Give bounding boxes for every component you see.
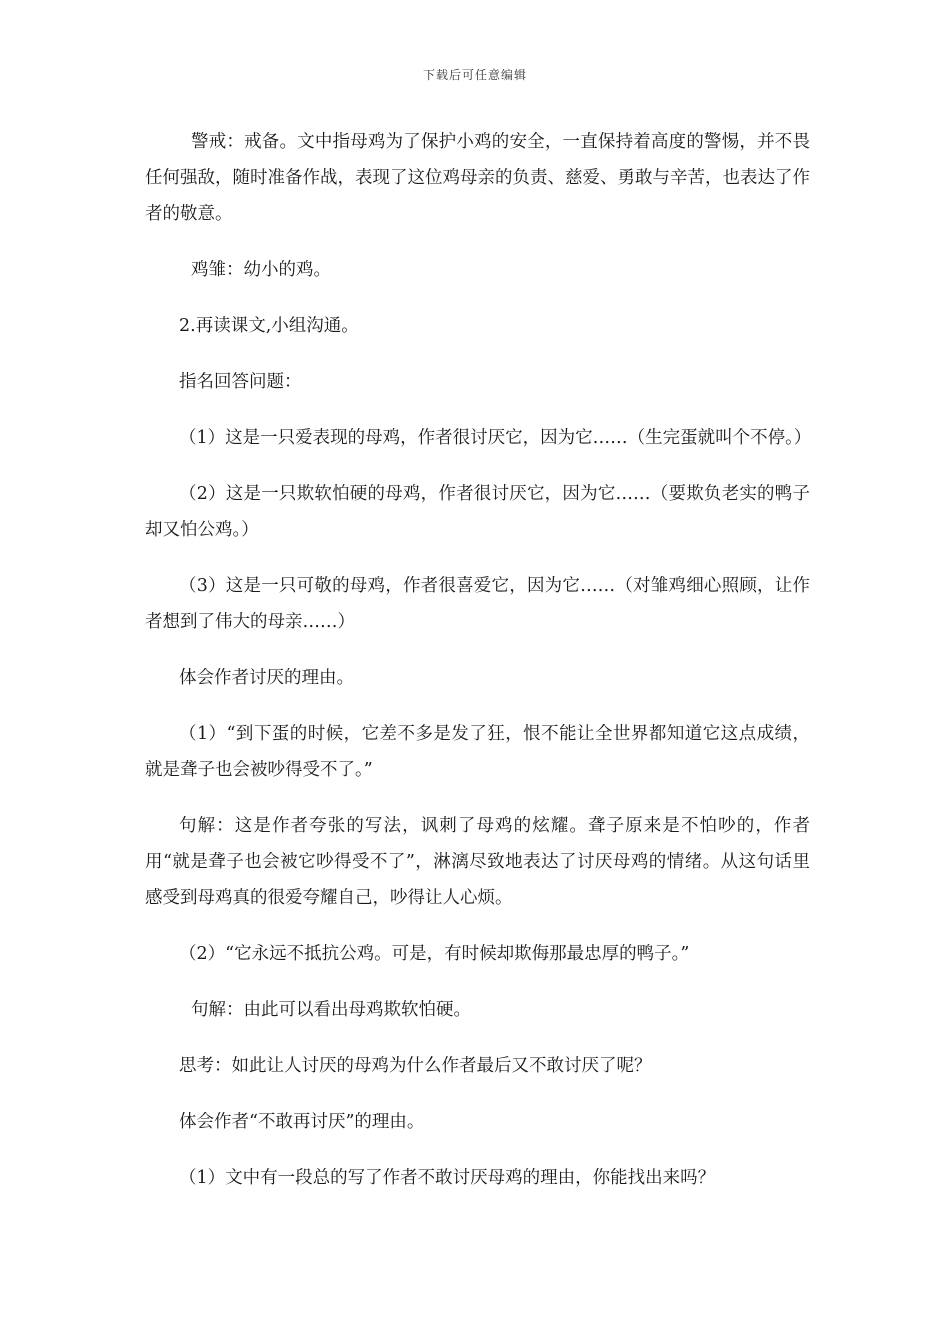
paragraph-dare-heading: 体会作者“不敢再讨厌”的理由。 <box>179 1112 425 1132</box>
paragraph-answer-2: （2）这是一只欺软怕硬的母鸡，作者很讨厌它，因为它……（要欺负老实的鸭子却又怕公鸡。） <box>145 484 810 540</box>
paragraph-quote-1: （1）“到下蛋的时候，它差不多是发了狂，恨不能让全世界都知道它这点成绩，就是聋子也会被吵得受不了。” <box>145 724 810 780</box>
paragraph-answer-3: （3）这是一只可敬的母鸡，作者很喜爱它，因为它……（对雏鸡细心照顾，让作者想到了伟大的母亲……） <box>145 576 810 632</box>
paragraph-vocab-jingjie: 警戒：戒备。文中指母鸡为了保护小鸡的安全，一直保持着高度的警惕，并不畏任何强敌，随时准备作战，表现了这位鸡母亲的负责、慈爱、勇敢与辛苦，也表达了作者的敬意。 <box>145 132 810 224</box>
paragraph-question-1: （1）文中有一段总的写了作者不敢讨厌母鸡的理由，你能找出来吗？ <box>179 1168 716 1188</box>
paragraph-step-2: 2.再读课文,小组沟通。 <box>179 316 359 336</box>
paragraph-vocab-jichu: 鸡雏：幼小的鸡。 <box>191 260 331 280</box>
paragraph-answer-prompt: 指名回答问题： <box>179 372 302 392</box>
document-body <box>145 124 810 1216</box>
paragraph-dislike-heading: 体会作者讨厌的理由。 <box>179 668 354 688</box>
paragraph-think-question: 思考：如此让人讨厌的母鸡为什么作者最后又不敢讨厌了呢？ <box>179 1056 652 1076</box>
paragraph-analysis-2: 句解：由此可以看出母鸡欺软怕硬。 <box>191 1000 471 1020</box>
paragraph-analysis-1: 句解：这是作者夸张的写法，讽刺了母鸡的炫耀。聋子原来是不怕吵的，作者用“就是聋子也会被它吵得受不了”，淋漓尽致地表达了讨厌母鸡的情绪。从这句话里感受到母鸡真的很爱夸耀自己，吵得让人心烦。 <box>145 816 810 908</box>
paragraph-quote-2: （2）“它永远不抵抗公鸡。可是，有时候却欺侮那最忠厚的鸭子。” <box>179 944 690 964</box>
paragraph-answer-1: （1）这是一只爱表现的母鸡，作者很讨厌它，因为它……（生完蛋就叫个不停。） <box>179 428 812 448</box>
page-header: 下载后可任意编辑 <box>422 68 527 82</box>
